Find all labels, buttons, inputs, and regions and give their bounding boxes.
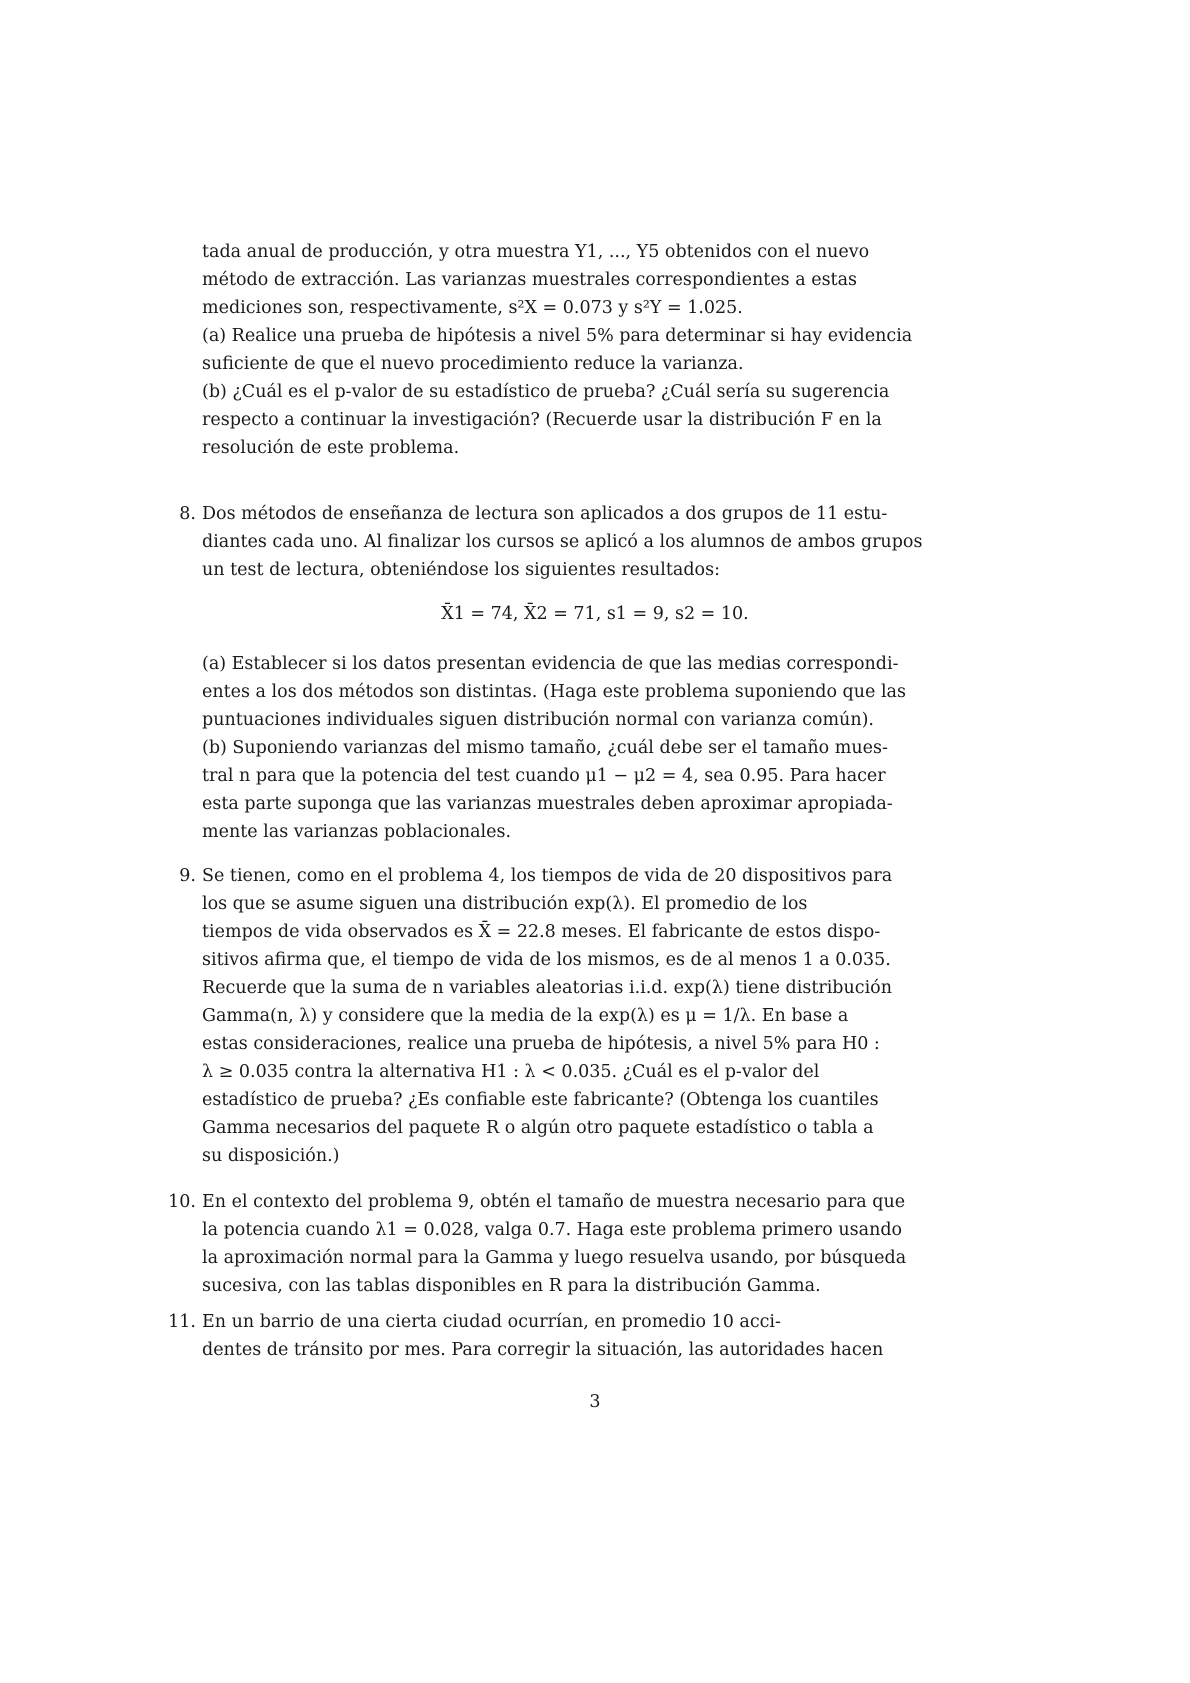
problem-number: 10.: [168, 1192, 196, 1212]
problem-number: 9.: [179, 866, 196, 886]
text-line: sucesiva, con las tablas disponibles en R para la distribución Gamma.: [202, 1276, 821, 1296]
text-line: los que se asume siguen una distribución exp(λ). El promedio de los: [202, 894, 808, 914]
text-line: (a) Establecer si los datos presentan evidencia de que las medias correspondi-: [202, 654, 899, 674]
text-line: mediciones son, respectivamente, s²X = 0.073 y s²Y = 1.025.: [202, 298, 743, 318]
text-line: entes a los dos métodos son distintas. (Haga este problema suponiendo que las: [202, 682, 906, 702]
text-line: Se tienen, como en el problema 4, los tiempos de vida de 20 dispositivos para: [202, 866, 893, 886]
text-line: dentes de tránsito por mes. Para corregir la situación, las autoridades hacen: [202, 1340, 884, 1360]
text-line: esta parte suponga que las varianzas muestrales deben aproximar apropiada-: [202, 794, 893, 814]
text-line: tada anual de producción, y otra muestra Y1, ..., Y5 obtenidos con el nuevo: [202, 242, 870, 262]
problem-continuation: [202, 238, 949, 462]
text-line: puntuaciones individuales siguen distribución normal con varianza común).: [202, 710, 874, 730]
problem-number: 11.: [168, 1312, 196, 1332]
problem-8-parts: [202, 650, 949, 846]
text-line: método de extracción. Las varianzas muestrales correspondientes a estas: [202, 270, 857, 290]
text-line: respecto a continuar la investigación? (Recuerde usar la distribución F en la: [202, 410, 882, 430]
text-line: tiempos de vida observados es X̄ = 22.8 meses. El fabricante de estos dispo-: [202, 922, 881, 942]
text-line: Gamma necesarios del paquete R o algún otro paquete estadístico o tabla a: [202, 1118, 874, 1138]
text-line: la potencia cuando λ1 = 0.028, valga 0.7. Haga este problema primero usando: [202, 1220, 903, 1240]
text-line: (b) ¿Cuál es el p-valor de su estadístico de prueba? ¿Cuál sería su sugerencia: [202, 382, 890, 402]
text-line: Dos métodos de enseñanza de lectura son aplicados a dos grupos de 11 estu-: [202, 504, 888, 524]
text-line: estadístico de prueba? ¿Es confiable este fabricante? (Obtenga los cuantiles: [202, 1090, 879, 1110]
text-line: Recuerde que la suma de n variables aleatorias i.i.d. exp(λ) tiene distribución: [202, 978, 892, 998]
text-line: λ ≥ 0.035 contra la alternativa H1 : λ < 0.035. ¿Cuál es el p-valor del: [202, 1062, 820, 1082]
text-line: su disposición.): [202, 1146, 340, 1166]
text-line: (b) Suponiendo varianzas del mismo tamaño, ¿cuál debe ser el tamaño mues-: [202, 738, 888, 758]
problem-statement: [202, 1308, 949, 1364]
page-number: 3: [589, 1392, 601, 1412]
text-line: (a) Realice una prueba de hipótesis a nivel 5% para determinar si hay evidencia: [202, 326, 913, 346]
text-line: sitivos afirma que, el tiempo de vida de los mismos, es de al menos 1 a 0.035.: [202, 950, 891, 970]
text-line: Gamma(n, λ) y considere que la media de la exp(λ) es μ = 1/λ. En base a: [202, 1006, 849, 1026]
text-line: resolución de este problema.: [202, 438, 460, 458]
text-line: un test de lectura, obteniéndose los siguientes resultados:: [202, 560, 720, 580]
text-line: En el contexto del problema 9, obtén el tamaño de muestra necesario para que: [202, 1192, 906, 1212]
display-equation: X̄1 = 74, X̄2 = 71, s1 = 9, s2 = 10.: [441, 604, 749, 624]
problem-statement: [202, 1188, 949, 1300]
problem-number: 8.: [179, 504, 196, 524]
text-line: mente las varianzas poblacionales.: [202, 822, 512, 842]
text-line: En un barrio de una cierta ciudad ocurrían, en promedio 10 acci-: [202, 1312, 781, 1332]
text-line: suficiente de que el nuevo procedimiento reduce la varianza.: [202, 354, 744, 374]
text-line: la aproximación normal para la Gamma y luego resuelva usando, por búsqueda: [202, 1248, 907, 1268]
problem-statement: [202, 500, 949, 584]
text-line: diantes cada uno. Al finalizar los cursos se aplicó a los alumnos de ambos grupos: [202, 532, 923, 552]
problem-statement: [202, 862, 949, 1170]
text-line: estas consideraciones, realice una prueba de hipótesis, a nivel 5% para H0 :: [202, 1034, 880, 1054]
text-line: tral n para que la potencia del test cuando μ1 − μ2 = 4, sea 0.95. Para hacer: [202, 766, 886, 786]
